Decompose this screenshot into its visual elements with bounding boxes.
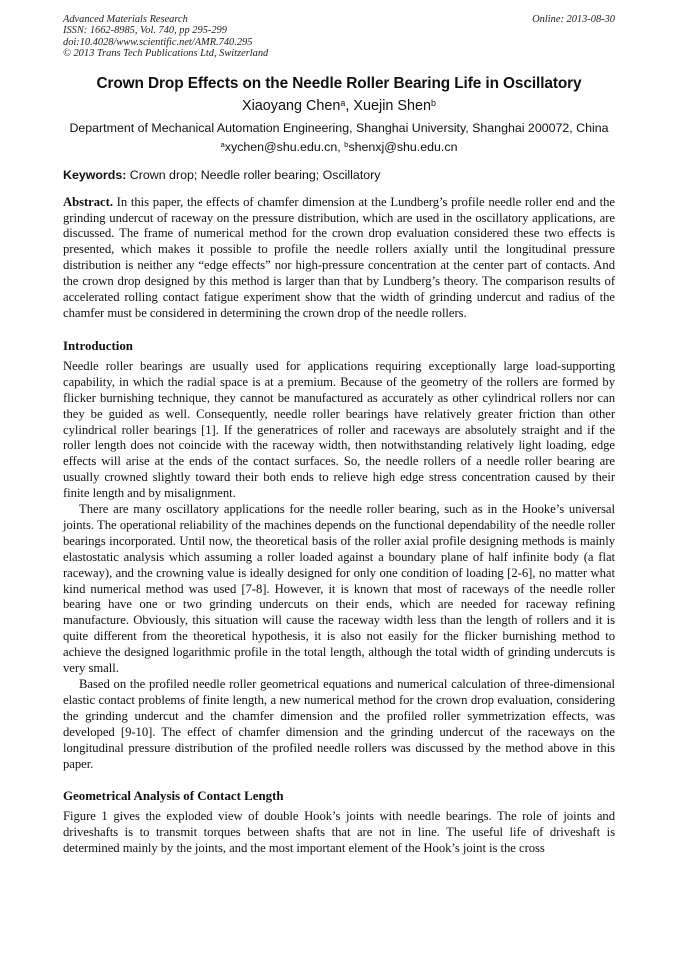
copyright-line: © 2013 Trans Tech Publications Ltd, Switzerland [63,48,269,60]
email-separator: , [337,139,345,154]
journal-name: Advanced Materials Research [63,14,188,25]
email-marker: a [220,140,225,150]
body-paragraph: Needle roller bearings are usually used for applications requiring exceptionally large load-supporting capability, in which the radial space is at a premium. Because of the geometry of the rollers are formed by flicker burnishing technique, they cannot be manufactured as accurately as other cylindrical rollers nor can they be guided as well. Consequently, needle roller bearings have relatively greater friction than other cylindrical roller bearings [1]. If the generatrices of roller and raceways are absolutely straight and if the roller length does not coincide with the raceway width, then notwithstanding relatively light loading, edge effects will arise at the ends of the contact surfaces. So, the needle rollers of a needle roller bearing are usually crowned slightly toward their both ends to relieve high edge stress concentration caused by their finite length and by misalignment. [63,358,615,501]
affiliation: Department of Mechanical Automation Engineering, Shanghai University, Shanghai 200072, China [69,120,609,135]
author-name: Xuejin Shen [353,97,432,114]
email-list [63,139,615,155]
email-address: shenxj@shu.edu.cn [348,139,458,154]
section-heading-introduction: Introduction [63,338,133,353]
online-date: Online: 2013-08-30 [532,14,615,25]
body-paragraph: Figure 1 gives the exploded view of double Hook’s joints with needle bearings. The role of joints and driveshafts is to transmit torques between shafts that are not in line. The useful life of driveshaft is determined mainly by the joints, and the most important element of the Hook’s joint is the cross [63,809,615,856]
doi-line: doi:10.4028/www.scientific.net/AMR.740.295 [63,36,253,48]
keywords-text: Crown drop; Needle roller bearing; Oscillatory [126,167,381,182]
email-address: xychen@shu.edu.cn [224,139,338,154]
keywords [63,167,615,183]
email-marker: b [344,140,349,150]
author-list [63,96,615,116]
abstract-text: In this paper, the effects of chamfer dimension at the Lundberg’s profile needle roller end and the grinding undercut of raceway on the pressure distribution, which are used in the oscillatory applications, are discussed. The frame of numerical method for the crown drop evaluation considered these two effects is presented, which makes it possible to profile the needle rollers axially until the longitudinal pressure distribution is neither any “edge effects” nor high-pressure concentration at the center part of contacts. And the crown drop designed by this method is larger than that by Lundberg’s theory. The comparison results of accelerated rolling contact fatigue experiment show that the width of grinding undercut and radius of the chamfer must be considered in determining the crown drop of the needle rollers. [63,194,615,320]
paper-page [63,14,615,857]
section-heading-geometry: Geometrical Analysis of Contact Length [63,789,284,804]
author-affil-marker: a [340,97,346,108]
abstract-label: Abstract. [63,194,113,209]
body-paragraph: Based on the profiled needle roller geometrical equations and numerical calculation of three-dimensional elastic contact problems of finite length, a new numerical method for the crown drop evaluation, considering the grinding undercut and the chamfer dimension and the profiled roller symmetrization effects, was developed [9-10]. The effect of chamfer dimension and the grinding undercut of the raceways on the longitudinal pressure distribution of the profiled needle rollers was discussed by the method above in this paper. [63,677,615,771]
abstract [63,195,615,322]
journal-header [63,14,615,60]
author-name: Xiaoyang Chen [242,97,341,114]
body-paragraph: There are many oscillatory applications for the needle roller bearing, such as in the Hooke’s universal joints. The operational reliability of the machines depends on the functional dependability of the needle roller bearings incorporated. Until now, the theoretical basis of the roller axial profile designing methods is mainly elastostatic analysis which assuming a roller loaded against a boundary plane of half infinite body (a flat raceway), and the crowning value is ideally designed for only one condition of loading [2-6], no matter what kind numerical method was used [7-8]. However, it is known that most of raceways of the needle roller bearing have one or two grinding undercuts on their ends, which are needed for raceway refining manufacture. Obviously, this situation will cause the raceway width less than the length of rollers and it is quite different from the theoretical hypothesis, it is also not easily for the flicker burnishing method to achieve the designed logarithmic profile in the total length, although the total width of grinding undercuts is very small. [63,502,615,676]
author-affil-marker: b [431,97,436,108]
issn-line: ISSN: 1662-8985, Vol. 740, pp 295-299 [63,25,227,37]
keywords-label: Keywords: [63,167,127,182]
author-separator: , [345,97,354,114]
paper-title: Crown Drop Effects on the Needle Roller Bearing Life in Oscillatory [96,74,582,92]
